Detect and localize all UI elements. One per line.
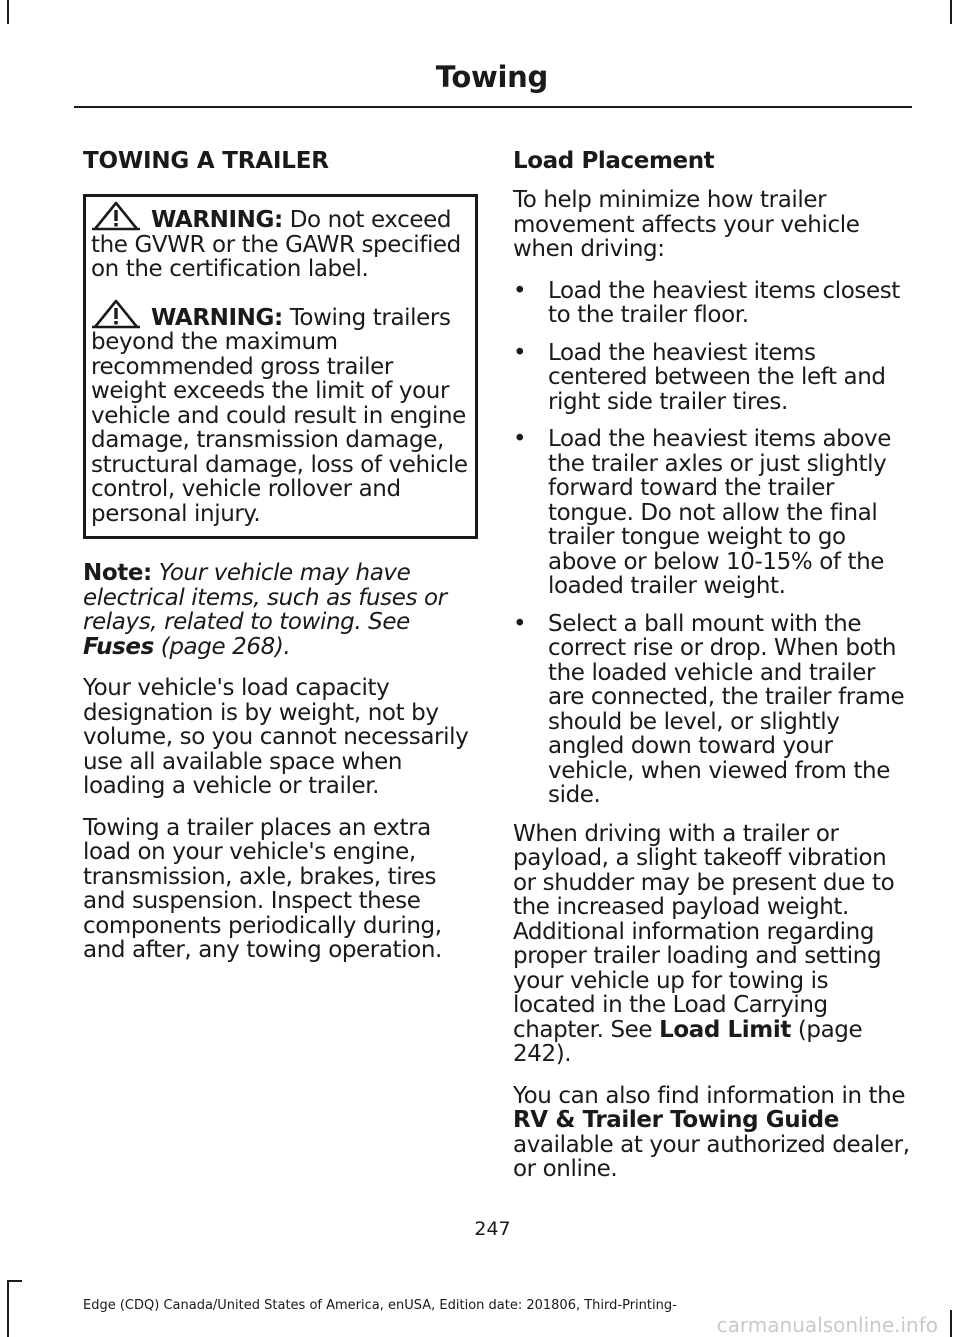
bullet-glyph: •: [513, 610, 527, 637]
warning-triangle-icon: [91, 201, 141, 231]
section-heading-load-placement: Load Placement: [513, 148, 715, 174]
list-item: • Select a ball mount with the correct rise or drop. When both the loaded vehicle and trailer are connected, the trailer frame should be level, or slightly angled down toward your vehicle, when viewed from the side.: [513, 610, 905, 808]
crop-mark-bottom-left-h: [7, 1280, 22, 1282]
warning-text: Do not exceed the GVWR or the GAWR specified on the certification label.: [91, 207, 461, 282]
header-divider: [74, 106, 912, 108]
load-placement-intro: To help minimize how trailer movement affects your vehicle when driving:: [513, 187, 860, 262]
page-header-title: Towing: [435, 60, 548, 94]
list-item: • Load the heaviest items centered between the left and right side trailer tires.: [513, 339, 886, 415]
load-limit-page-ref: (page 242).: [513, 1016, 863, 1067]
body-paragraph-towing-load: Towing a trailer places an extra load on your vehicle's engine, transmission, axle, brakes, tires and suspension. Inspect these components periodically during, and after, any towing operation.: [83, 814, 442, 963]
note-label: Note:: [83, 560, 152, 586]
crop-mark-bottom-left: [7, 1280, 9, 1337]
body-paragraph-rv-guide: You can also find information in the RV & Trailer Towing Guide available at your authorized dealer, or online.: [513, 1082, 910, 1182]
list-item: • Load the heaviest items closest to the trailer floor.: [513, 277, 900, 328]
load-placement-list: [513, 279, 911, 808]
crop-mark-top-left: [7, 0, 9, 24]
edition-footer: Edge (CDQ) Canada/United States of America, enUSA, Edition date: 201806, Third-Printing-: [83, 1298, 677, 1313]
bullet-glyph: •: [513, 339, 527, 366]
note-paragraph: [83, 561, 478, 659]
rv-trailer-towing-guide-link[interactable]: RV & Trailer Towing Guide: [513, 1107, 839, 1133]
crop-mark-bottom-right: [950, 1310, 952, 1337]
load-limit-link[interactable]: Load Limit: [659, 1016, 791, 1043]
bullet-glyph: •: [513, 277, 527, 304]
body-paragraph-load-capacity: Your vehicle's load capacity designation is by weight, not by volume, so you cannot necessarily use all available space when loading a vehicle or trailer.: [83, 675, 469, 799]
fuses-page-ref: (page 268).: [153, 633, 291, 660]
page-number: 247: [474, 1218, 511, 1240]
warning-gvwr: [91, 201, 469, 282]
body-paragraph-vibration: When driving with a trailer or payload, a slight takeoff vibration or shudder may be present due to the increased payload weight. Additional information regarding proper trailer loading and setting your vehicle up for towing is located in the Load Carrying chapter. See Load Limit (page 242).: [513, 820, 895, 1067]
watermark: carmanualsonline.info: [716, 1313, 938, 1337]
section-heading-towing-a-trailer: TOWING A TRAILER: [83, 148, 329, 174]
warning-triangle-icon: [91, 299, 141, 329]
left-column: [83, 148, 478, 980]
warning-label: WARNING:: [151, 207, 283, 233]
crop-mark-top-right: [950, 0, 952, 24]
warning-text: Towing trailers beyond the maximum recommended gross trailer weight exceeds the limit of your vehicle and could result in engine damage, transmission damage, structural damage, loss of vehicle control, vehicle rollover and personal injury.: [91, 304, 468, 527]
fuses-link[interactable]: Fuses: [83, 633, 154, 660]
bullet-glyph: •: [513, 426, 527, 452]
note-text: Your vehicle may have electrical items, such as fuses or relays, related to towing. See: [83, 560, 447, 635]
warning-towing-limit: [91, 299, 469, 527]
right-column: [513, 148, 911, 1199]
warning-label: WARNING:: [151, 304, 283, 331]
list-item: • Load the heaviest items above the trailer axles or just slightly forward toward the trailer tongue. Do not allow the final trailer tongue weight to go above or below 10-15% of the loaded trailer weight.: [513, 426, 892, 599]
warning-box: [83, 194, 478, 539]
